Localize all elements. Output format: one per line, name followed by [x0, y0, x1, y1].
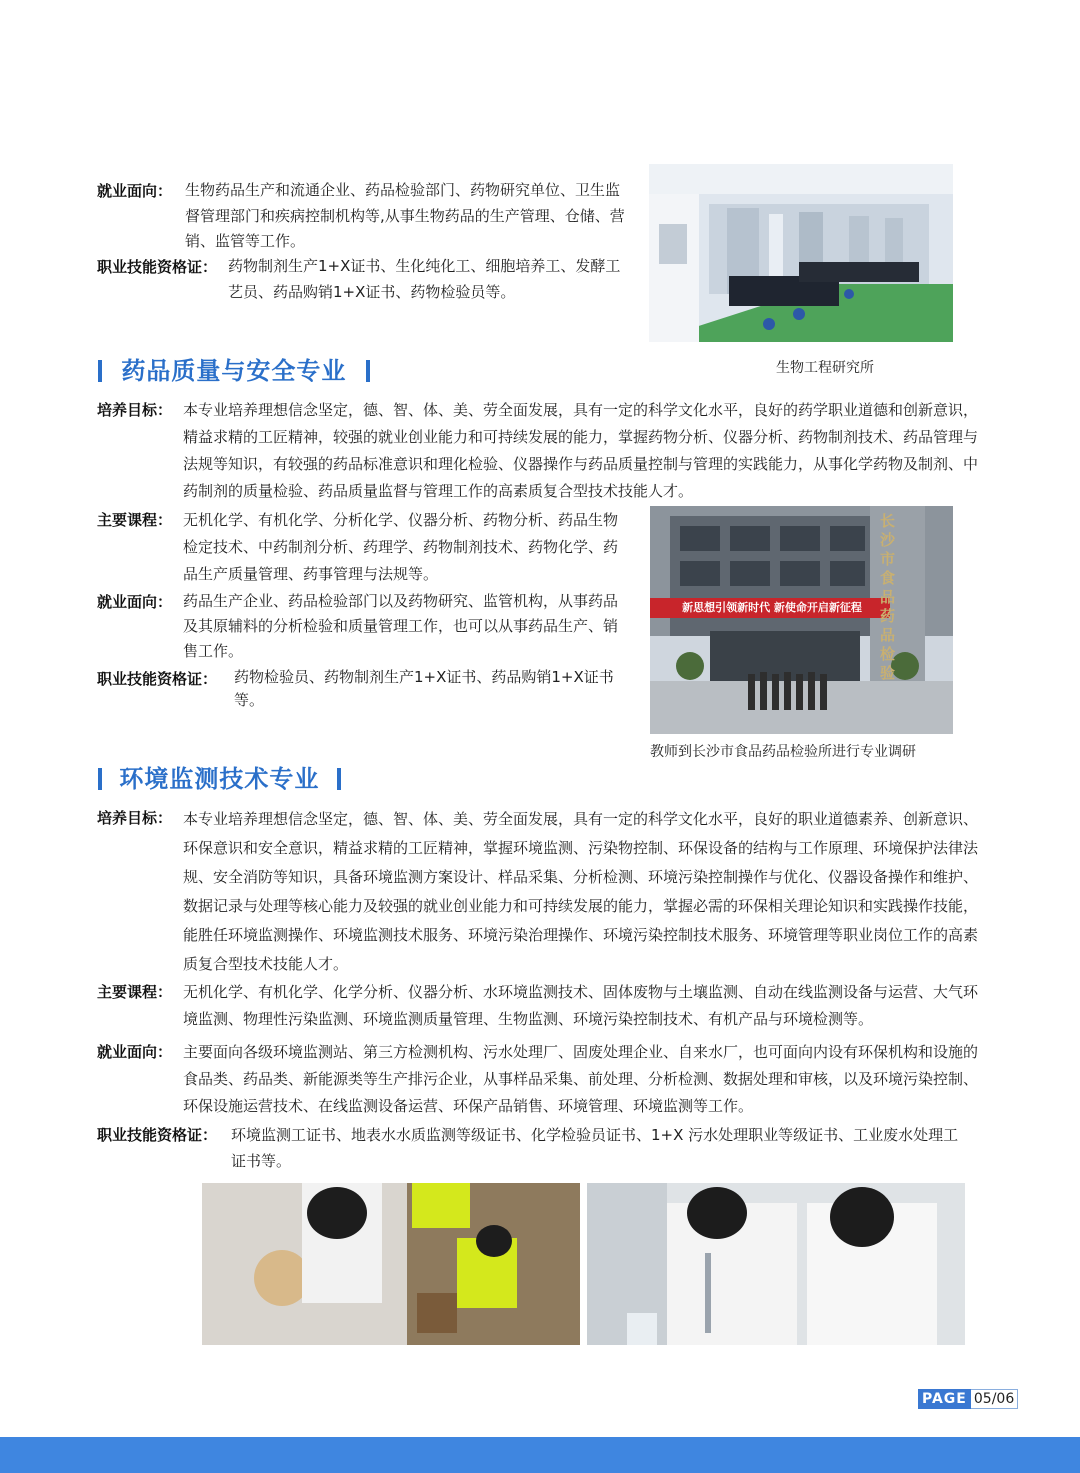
goal-text: 本专业培养理想信念坚定，德、智、体、美、劳全面发展，具有一定的科学文化水平，良好的职业道德素养、创新意识、环保意识和安全意识，精益求精的工匠精神，掌握环境监测、污染物控制、环保设备的结构与工作原理、环境保护法律法规、安全消防等知识，具备环境监测方案设计、样品采集、分析检测、环境污染控制操作与优化、仪器设备操作和维护、数据记录与处理等核心能力及较强的就业创业能力和可持续发展的能力，掌握必需的环保相关理论知识和实践操作技能，能胜任环境监测操作、环境监测技术服务、环境污染治理操作、环境污染控制技术服务、环境管理等职业岗位工作的高素质复合型技术技能人才。 — [183, 810, 979, 973]
goal-label: 培养目标： — [97, 809, 173, 827]
section3-title-text: 环境监测技术专业 — [119, 765, 320, 793]
certificates-label: 职业技能资格证： — [97, 670, 218, 688]
building-photo-caption: 教师到长沙市食品药品检验所进行专业调研 — [650, 744, 916, 760]
goal-label: 培养目标： — [97, 401, 173, 419]
title-bar-left — [98, 768, 102, 790]
courses-text: 无机化学、有机化学、分析化学、仪器分析、药物分析、药品生物检定技术、中药制剂分析、药理学、药物制剂技术、药物化学、药品生产质量管理、药事管理与法规等。 — [183, 511, 619, 583]
field-sampling-photo — [202, 1183, 580, 1345]
section3-title — [98, 764, 341, 794]
certificates-label: 职业技能资格证： — [97, 1126, 218, 1144]
page-number-tag — [918, 1389, 1018, 1409]
certificates-text: 药物制剂生产1+X证书、生化纯化工、细胞培养工、发酵工艺员、药品购销1+X证书、药物检验员等。 — [228, 257, 621, 301]
page-number: 05/06 — [971, 1389, 1018, 1409]
employment-text: 生物药品生产和流通企业、药品检验部门、药物研究单位、卫生监督管理部门和疾病控制机构等,从事生物药品的生产管理、仓储、营销、监管等工作。 — [185, 181, 625, 250]
section2-title-text: 药品质量与安全专业 — [121, 357, 347, 385]
footer-band — [0, 1437, 1080, 1473]
certificates-text: 环境监测工证书、地表水水质监测等级证书、化学检验员证书、1+X 污水处理职业等级证书、工业废水处理工证书等。 — [231, 1126, 959, 1170]
building-banner: 新思想引领新时代 新使命开启新征程 — [682, 601, 862, 614]
employment-text: 主要面向各级环境监测站、第三方检测机构、污水处理厂、固废处理企业、自来水厂，也可面向内设有环保机构和设施的食品类、药品类、新能源类等生产排污企业，从事样品采集、前处理、分析检测、数据处理和审核，以及环境污染控制、环保设施运营技术、在线监测设备运营、环保产品销售、环境管理、环境监测等工作。 — [183, 1043, 979, 1115]
page-label: PAGE — [918, 1389, 971, 1409]
employment-label: 就业面向： — [97, 593, 173, 611]
title-bar-left — [98, 360, 102, 382]
certificates-text: 药物检验员、药物制剂生产1+X证书、药品购销1+X证书等。 — [234, 668, 614, 709]
courses-label: 主要课程： — [97, 511, 173, 529]
building-sign: 长沙市食品药品检验 — [880, 512, 896, 682]
section2-title — [98, 356, 370, 386]
title-bar-right — [337, 768, 341, 790]
lab-photo-caption: 生物工程研究所 — [776, 360, 874, 376]
courses-text: 无机化学、有机化学、化学分析、仪器分析、水环境监测技术、固体废物与土壤监测、自动在线监测设备与运营、大气环境监测、物理性污染监测、环境监测质量管理、生物监测、环境污染控制技术、有机产品与环境检测等。 — [183, 983, 979, 1028]
lab-photo — [649, 164, 953, 342]
employment-label: 就业面向： — [97, 1043, 173, 1061]
building-photo — [650, 506, 953, 734]
employment-text: 药品生产企业、药品检验部门以及药物研究、监管机构，从事药品及其原辅料的分析检验和质量管理工作，也可以从事药品生产、销售工作。 — [183, 592, 619, 660]
goal-text: 本专业培养理想信念坚定，德、智、体、美、劳全面发展，具有一定的科学文化水平，良好的药学职业道德和创新意识，精益求精的工匠精神，较强的就业创业能力和可持续发展的能力，掌握药物分析、仪器分析、药物制剂技术、药品管理与法规等知识，有较强的药品标准意识和理化检验、仪器操作与药品质量控制与管理的实践能力，从事化学药物及制剂、中药制剂的质量检验、药品质量监督与管理工作的高素质复合型技术技能人才。 — [183, 401, 979, 500]
certificates-label: 职业技能资格证： — [97, 258, 218, 276]
employment-label: 就业面向： — [97, 182, 173, 200]
courses-label: 主要课程： — [97, 983, 173, 1001]
lab-pipette-photo — [587, 1183, 965, 1345]
title-bar-right — [366, 360, 370, 382]
